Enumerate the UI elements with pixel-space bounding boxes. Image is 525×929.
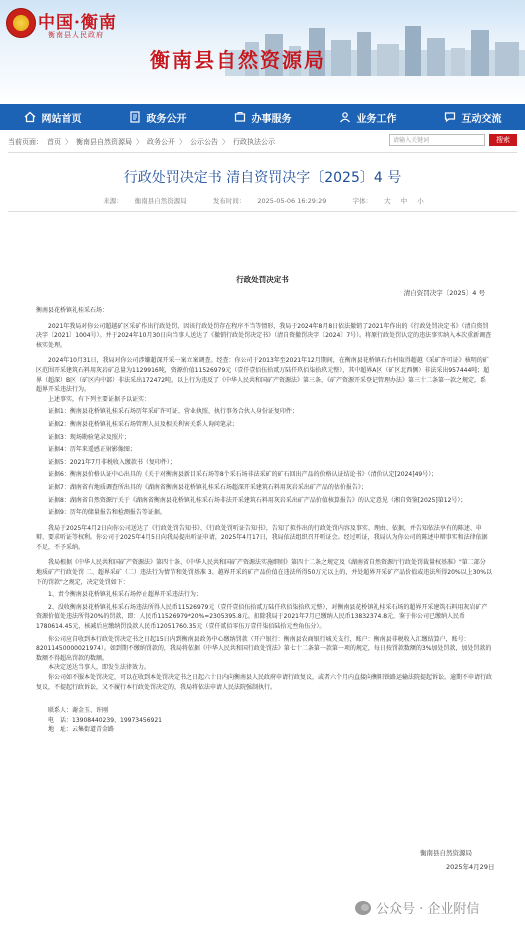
phone-label: 电 话： bbox=[48, 716, 73, 724]
nav-interaction-label: 互动交流 bbox=[461, 113, 502, 125]
breadcrumb-bar bbox=[0, 134, 525, 150]
evidence-item: 证据9：历年的储量报告和检测报告等证据。 bbox=[48, 509, 166, 517]
nav-business-label: 业务工作 bbox=[356, 113, 397, 125]
nav-services-label: 办事服务 bbox=[251, 113, 292, 125]
doc-paragraph: 2021年我局对你公司超越矿区采矿作出行政处罚，因该行政处罚存在程序不当等情形，我局于2024年8月8日依法撤销了2021年作出的《行政处罚决定书》（清自资罚决字〔2021〕1004号）。并于2024年10月30日向当事人送达了《撤销行政处罚决定书》（清自资撤罚决字〔2024〕7号）。将原行政处罚认定的违法事实纳入本次重新调查核实处理。 bbox=[36, 322, 492, 349]
breadcrumb-separator: 〉 bbox=[222, 138, 229, 146]
evidence-item: 证据4：历年来遥感正射影像图； bbox=[48, 446, 136, 454]
header-banner bbox=[0, 0, 525, 76]
evidence-item: 证据1：衡南县花桥镇礼桂采石场历年采矿许可证、营业执照、执行事务合伙人身份证复印件； bbox=[48, 408, 298, 416]
font-size-small[interactable]: 小 bbox=[417, 197, 424, 205]
sign-date: 2025年4月29日 bbox=[446, 863, 495, 871]
evidence-item: 证据3：现场勘验笔录及照片； bbox=[48, 433, 130, 441]
contact-person bbox=[36, 706, 492, 716]
logo-subtitle: 衡南县人民政府 bbox=[48, 31, 104, 39]
evidence-item: 证据5：2021年7月非税收入缴款书（复印件）； bbox=[48, 458, 176, 466]
phone-value: 13908440239、19973456921 bbox=[72, 716, 162, 724]
site-title: 衡南县自然资源局 bbox=[150, 48, 326, 72]
doc-paragraph: 我局根据《中华人民共和国矿产资源法》第四十条、《中华人民共和国矿产资源法实施细则》第四十二条之规定及《湖南省自然资源厅行政处罚裁量权基准》"第二部分 地质矿产行政处罚 二、超界采矿（二）违法行为情节和处罚基准 3、越界开采的矿产品价值在违法所得50万元以上的，并处超界开采矿产品价值或违法所得20%以上30%以下的罚款"之规定，决定处罚如下： bbox=[36, 559, 492, 586]
source-info bbox=[97, 197, 193, 205]
header-spacer bbox=[0, 76, 525, 104]
time-value: 2025-05-06 16:29:29 bbox=[257, 197, 327, 205]
penalty-item: 2、没收衡南县花桥镇礼桂采石场违法所得人民币11526979元（壹仟壹佰伍拾贰万陆仟玖佰柒拾玖元整），对衡南县花桥镇礼桂采石场的超界开采建筑石料用灰岩矿产资源价值处违法所得20%的罚款，即：人民币11526979*20%=2305395.8元。扣除我局于2021年7月已缴纳人民币13832374.8元，鉴于你公司已缴纳人民币1780614.45元，核减后应缴纳罚没款人民币12051760.35元（壹仟贰佰零伍万壹仟柒佰陆拾元叁角伍分）。 bbox=[36, 603, 488, 631]
address-value: 云集街道青金路 bbox=[72, 726, 115, 734]
breadcrumb-item[interactable]: 政务公开 bbox=[147, 138, 175, 146]
font-size-medium[interactable]: 中 bbox=[400, 197, 408, 205]
contact-label: 联系人： bbox=[48, 707, 73, 715]
breadcrumb-item[interactable]: 衡南县自然资源局 bbox=[76, 138, 132, 146]
source-value: 衡南县自然资源局 bbox=[134, 197, 187, 205]
contact-address bbox=[36, 725, 492, 735]
breadcrumb-item[interactable]: 公示公告 bbox=[190, 138, 218, 146]
wechat-icon bbox=[355, 901, 371, 915]
nav-gov-open[interactable] bbox=[129, 110, 187, 125]
nav-gov-open-label: 政务公开 bbox=[146, 113, 187, 125]
source-label: 来源： bbox=[103, 197, 123, 205]
time-label: 发布时间： bbox=[212, 197, 246, 205]
evidence-item: 证据2：衡南县花桥镇礼桂采石场管理人员及相关利害关系人询问笔录； bbox=[48, 420, 238, 428]
national-emblem-icon bbox=[6, 8, 36, 38]
breadcrumb-separator: 〉 bbox=[136, 138, 143, 146]
doc-title: 行政处罚决定书 bbox=[236, 275, 289, 284]
divider bbox=[8, 152, 517, 153]
page-title: 行政处罚决定书 清自资罚决字〔2025〕4 号 bbox=[123, 170, 402, 186]
doc-paragraph: 我局于2025年4月2日向你公司送达了《行政处罚告知书》、《行政处罚听证告知书》，告知了拟作出的行政处罚内容及事实、理由、依据，并告知依法享有的陈述、申辩、要求听证等权利。你公司于2025年4月5日向我局提出听证申请，2025年4月17日，我局依法组织召开听证会。经过听证，我局认为你公司的陈述申辩事实和法律依据不足，不予采纳。 bbox=[36, 524, 488, 551]
service-icon bbox=[234, 111, 246, 123]
watermark bbox=[355, 898, 479, 917]
font-label: 字体： bbox=[352, 197, 372, 205]
divider bbox=[8, 211, 517, 212]
nav-interaction[interactable] bbox=[444, 110, 502, 125]
evidence-item: 证据6：衡南县价格认证中心出具的《关于对衡南县新目采石场等8个采石场非法采矿的矿石回出产品的价格认证结论书》（清价认定[2024]49号）； bbox=[48, 471, 438, 479]
font-size-control bbox=[346, 197, 427, 205]
doc-paragraph: 你公司应自收到本行政处罚决定书之日起15日内到衡南县政务中心缴纳罚款（开户银行：衡南县农商银行城关支行，账户：衡南县非税收入汇缴结算户，账号：82011450000021974）。如到期不缴纳罚款的，我局将依据《中华人民共和国行政处罚法》第七十二条第一款第一项的规定，每日按罚款数额的3%加处罚款，加处罚款的数额不得超出罚款的数额。 bbox=[36, 635, 492, 662]
nav-home-label: 网站首页 bbox=[41, 113, 82, 125]
nav-home[interactable] bbox=[24, 110, 82, 125]
doc-number: 清自资罚决字〔2025〕4 号 bbox=[403, 289, 485, 297]
doc-paragraph: 你公司如不服本处罚决定，可以在收到本处罚决定书之日起六十日内向衡南县人民政府申请行政复议，或者六个月内直接向衡阳铁路运输法院提起诉讼。逾期不申请行政复议，不提起行政诉讼，又不履行本行政处罚决定的，我局将依法申请人民法院强制执行。 bbox=[36, 674, 493, 691]
document-icon bbox=[129, 111, 141, 123]
time-info bbox=[207, 197, 333, 205]
font-size-large[interactable]: 大 bbox=[384, 197, 391, 205]
evidence-item: 证据7：湖南省有地质调查所出具的《湖南省衡南县花桥镇礼桂采石场超深开采建筑石料用灰岩采出矿产品的估价报告》； bbox=[48, 483, 367, 491]
people-icon bbox=[339, 111, 351, 123]
doc-paragraph: 上述事实，有下列主要证据予以证实： bbox=[48, 395, 151, 403]
home-icon bbox=[24, 111, 36, 123]
doc-paragraph: 2024年10月31日，我局对你公司涉嫌超深开采一案立案调查。经查：你公司于2013年至2021年12月期间，在衡南县花桥镇石台村取得超越《采矿许可证》核明的矿区范围开采建筑石料用灰岩矿总量为1129916吨，资源价值11526979元（壹仟壹佰伍拾贰万陆仟玖佰柒拾玖元整），其中超界A区（矿区北西侧）非法采出957444吨；超界（超深）B区（矿区内中部）非法采出172472吨。以上行为违反了《中华人民共和国矿产资源法》第三条、《矿产资源开采登记管理办法》第三十二条第一款之规定，系超界开采违法行为。 bbox=[36, 357, 490, 394]
breadcrumb-item[interactable]: 首页 bbox=[47, 138, 61, 146]
article-meta bbox=[0, 196, 525, 205]
penalty-item: 1、责令衡南县花桥镇礼桂采石场停止超界开采违法行为； bbox=[48, 591, 202, 599]
breadcrumb-separator: 〉 bbox=[65, 138, 72, 146]
sign-org: 衡南县自然资源局 bbox=[420, 849, 472, 857]
address-label: 地 址： bbox=[48, 726, 73, 734]
breadcrumb bbox=[8, 137, 275, 147]
main-nav bbox=[0, 104, 525, 130]
doc-paragraph: 本决定送达当事人，即发生法律效力。 bbox=[48, 664, 151, 672]
watermark-text: 公众号 · 企业附信 bbox=[376, 902, 480, 917]
chat-icon bbox=[444, 111, 456, 123]
search-button[interactable]: 搜索 bbox=[489, 134, 517, 146]
contact-value: 谢金玉、许刚 bbox=[72, 707, 109, 715]
breadcrumb-prefix: 当前页面： bbox=[8, 138, 43, 146]
doc-recipient: 衡南县花桥镇礼桂采石场： bbox=[36, 307, 109, 314]
evidence-item: 证据8：湖南省自然资源厅关于《湖南省衡南县花桥镇礼桂采石场非法开采建筑石料用灰岩采出矿产品价值核算报告》的认定意见（湘自资鉴[2025]第12号）； bbox=[48, 496, 467, 504]
logo-text: 中国·衡南 bbox=[38, 13, 117, 33]
breadcrumb-item[interactable]: 行政执法公示 bbox=[233, 138, 275, 146]
doc-body bbox=[36, 306, 492, 735]
breadcrumb-separator: 〉 bbox=[179, 138, 186, 146]
contact-phone bbox=[36, 716, 492, 726]
nav-services[interactable] bbox=[234, 110, 292, 125]
nav-business[interactable] bbox=[339, 110, 397, 125]
search-input[interactable]: 请输入关键词 bbox=[389, 134, 485, 146]
